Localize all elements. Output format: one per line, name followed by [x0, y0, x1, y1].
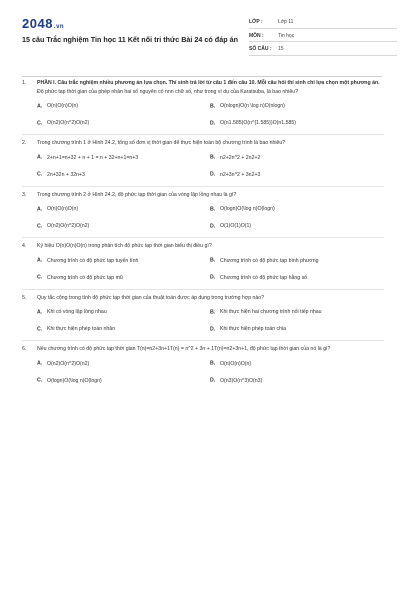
option-grid — [37, 154, 384, 180]
option-letter: B. — [210, 360, 216, 367]
option-c[interactable] — [37, 222, 210, 231]
option-text: O(1)O(1)O(1) — [220, 223, 252, 229]
question-number: 5. — [22, 294, 27, 301]
option-text: O(n)O(n)O(n) — [220, 360, 252, 367]
question-item — [22, 192, 384, 239]
option-text: O(n2)O(n^2)O(n2) — [47, 223, 90, 229]
info-row-class — [249, 15, 397, 29]
question-item — [22, 295, 384, 342]
option-letter: D. — [210, 120, 216, 126]
option-letter: C. — [37, 377, 43, 384]
option-d[interactable] — [210, 274, 385, 283]
logo-text: 2048 — [22, 16, 53, 31]
info-value: Lớp 11 — [278, 19, 294, 25]
option-b[interactable] — [210, 205, 385, 214]
question-stem: Trong chương trình 2 ở Hình 24.2, độ phức tạp thời gian của vòng lặp lồng nhau là gì? — [37, 191, 237, 198]
option-text: O(n)O(n)O(n) — [47, 206, 79, 212]
option-letter: A. — [37, 360, 43, 367]
option-letter: C. — [37, 326, 43, 332]
option-grid — [37, 257, 384, 283]
info-label: MÔN : — [249, 32, 264, 39]
option-d[interactable] — [210, 222, 385, 231]
question-stem: Nếu chương trình có độ phức tạp thời gian T(n)=n2+3n+1T(n) = n^2 + 3n + 1T(n)=n2+3n+1, độ phức tạp thời gian của nó là gì? — [37, 346, 331, 352]
option-a[interactable] — [37, 205, 210, 214]
question-number: 2. — [22, 140, 27, 146]
option-d[interactable] — [210, 119, 385, 128]
info-label: LỚP : — [249, 19, 263, 25]
info-value: Tin học — [278, 32, 295, 39]
option-letter: D. — [210, 171, 216, 178]
site-logo[interactable] — [22, 16, 64, 31]
option-letter: C. — [37, 171, 43, 178]
option-a[interactable] — [37, 308, 210, 317]
option-b[interactable] — [210, 154, 385, 163]
question-stem: PHẦN I. Câu trắc nghiệm nhiều phương án lựa chọn. Thí sinh trả lời từ câu 1 đến câu 10. Mỗi câu hỏi thí sinh chỉ lựa chọn một phương án. — [37, 80, 380, 86]
option-d[interactable] — [210, 377, 385, 386]
option-text: Khi thực hiện phép toán chia — [220, 326, 287, 332]
option-text: 2+n+1=n+32 + n + 1 = n + 32+n+1=n+3 — [47, 154, 139, 161]
option-grid — [37, 102, 384, 128]
option-a[interactable] — [37, 360, 210, 369]
option-a[interactable] — [37, 154, 210, 163]
option-letter: A. — [37, 257, 43, 264]
document-header — [22, 14, 382, 64]
option-c[interactable] — [37, 171, 210, 180]
option-a[interactable] — [37, 257, 210, 266]
option-letter: B. — [210, 309, 216, 315]
option-letter: B. — [210, 154, 216, 161]
option-letter: B. — [210, 206, 216, 212]
option-letter: A. — [37, 154, 43, 161]
option-text: O(n2)O(n^2)O(n2) — [47, 120, 90, 126]
option-letter: D. — [210, 377, 216, 384]
option-text: Khi thực hiện hai chương trình nối tiếp nhau — [220, 309, 322, 315]
option-text: Chương trình có độ phức tạp tuyến tính — [47, 257, 139, 264]
option-text: Chương trình có độ phức tạp mũ — [47, 274, 123, 281]
question-stem: Quy tắc cộng trong tính độ phức tạp thời gian của thuật toán được áp dụng trong trường hợp nào? — [37, 294, 265, 301]
option-text: O(logn)O(\log n)O(logn) — [220, 206, 275, 212]
info-row-subject — [249, 29, 397, 43]
header-divider — [22, 76, 382, 77]
option-b[interactable] — [210, 360, 385, 369]
question-number: 1. — [22, 80, 27, 86]
question-number: 6. — [22, 346, 27, 352]
option-a[interactable] — [37, 102, 210, 111]
question-item — [22, 80, 384, 135]
question-subtext: Độ phức tạp thời gian của phép nhân hai số nguyên có nnn chữ số, như trong ví dụ của Karatsuba, là bao nhiêu? — [37, 88, 298, 95]
option-b[interactable] — [210, 102, 385, 111]
question-stem: Trong chương trình 1 ở Hình 24.2, tổng số đơn vị thời gian để thực hiện toàn bộ chương trình là bao nhiêu? — [37, 140, 286, 146]
option-letter: A. — [37, 206, 43, 212]
option-letter: B. — [210, 103, 216, 109]
option-letter: D. — [210, 223, 216, 229]
option-letter: C. — [37, 120, 43, 126]
option-text: Chương trình có độ phức tạp bình phương — [220, 257, 319, 264]
option-letter: A. — [37, 103, 43, 109]
option-b[interactable] — [210, 308, 385, 317]
question-number: 3. — [22, 191, 27, 198]
info-value: 15 — [278, 46, 284, 52]
option-b[interactable] — [210, 257, 385, 266]
option-letter: A. — [37, 309, 43, 315]
info-panel — [249, 15, 397, 56]
option-text: O(n1.585)O(n^{1.585})O(n1.585) — [220, 120, 296, 126]
document-title: 15 câu Trắc nghiệm Tin học 11 Kết nối tri thức Bài 24 có đáp án — [22, 35, 238, 44]
option-text: Chương trình có độ phức tạp hằng số — [220, 274, 308, 281]
option-d[interactable] — [210, 171, 385, 180]
option-text: n2+3n^2 + 3n2+3 — [220, 171, 261, 178]
option-text: n2+2n^2 + 2n2+2 — [220, 154, 261, 161]
option-grid — [37, 360, 384, 386]
option-d[interactable] — [210, 325, 385, 334]
option-letter: C. — [37, 274, 43, 281]
option-c[interactable] — [37, 325, 210, 334]
question-stem: Ký hiệu O(n)O(n)O(n) trong phân tích độ phức tạp thời gian biểu thị điều gì? — [37, 243, 212, 249]
option-letter: B. — [210, 257, 216, 264]
option-letter: D. — [210, 326, 216, 332]
question-item — [22, 346, 384, 392]
info-label: SỐ CÂU : — [249, 46, 272, 52]
info-row-count — [249, 42, 397, 56]
option-c[interactable] — [37, 274, 210, 283]
option-text: O(nlogn)O(n \log n)O(nlogn) — [220, 103, 285, 109]
logo-suffix: .vn — [53, 24, 65, 30]
option-letter: D. — [210, 274, 216, 281]
question-item — [22, 243, 384, 290]
option-grid — [37, 308, 384, 334]
option-text: O(n3)O(n^3)O(n3) — [220, 377, 263, 384]
option-c[interactable] — [37, 377, 210, 386]
option-c[interactable] — [37, 119, 210, 128]
option-letter: C. — [37, 223, 43, 229]
question-number: 4. — [22, 243, 27, 249]
option-text: O(n2)O(n^2)O(n2) — [47, 360, 90, 367]
option-grid — [37, 205, 384, 231]
option-text: O(logn)O(\log n)O(logn) — [47, 377, 102, 384]
option-text: 2n+32n + 32n+3 — [47, 171, 85, 178]
option-text: Khi thực hiện phép toán nhân — [47, 326, 116, 332]
question-item — [22, 140, 384, 187]
question-list — [22, 80, 384, 397]
option-text: O(n)O(n)O(n) — [47, 103, 79, 109]
option-text: Khi có vòng lặp lồng nhau — [47, 309, 107, 315]
